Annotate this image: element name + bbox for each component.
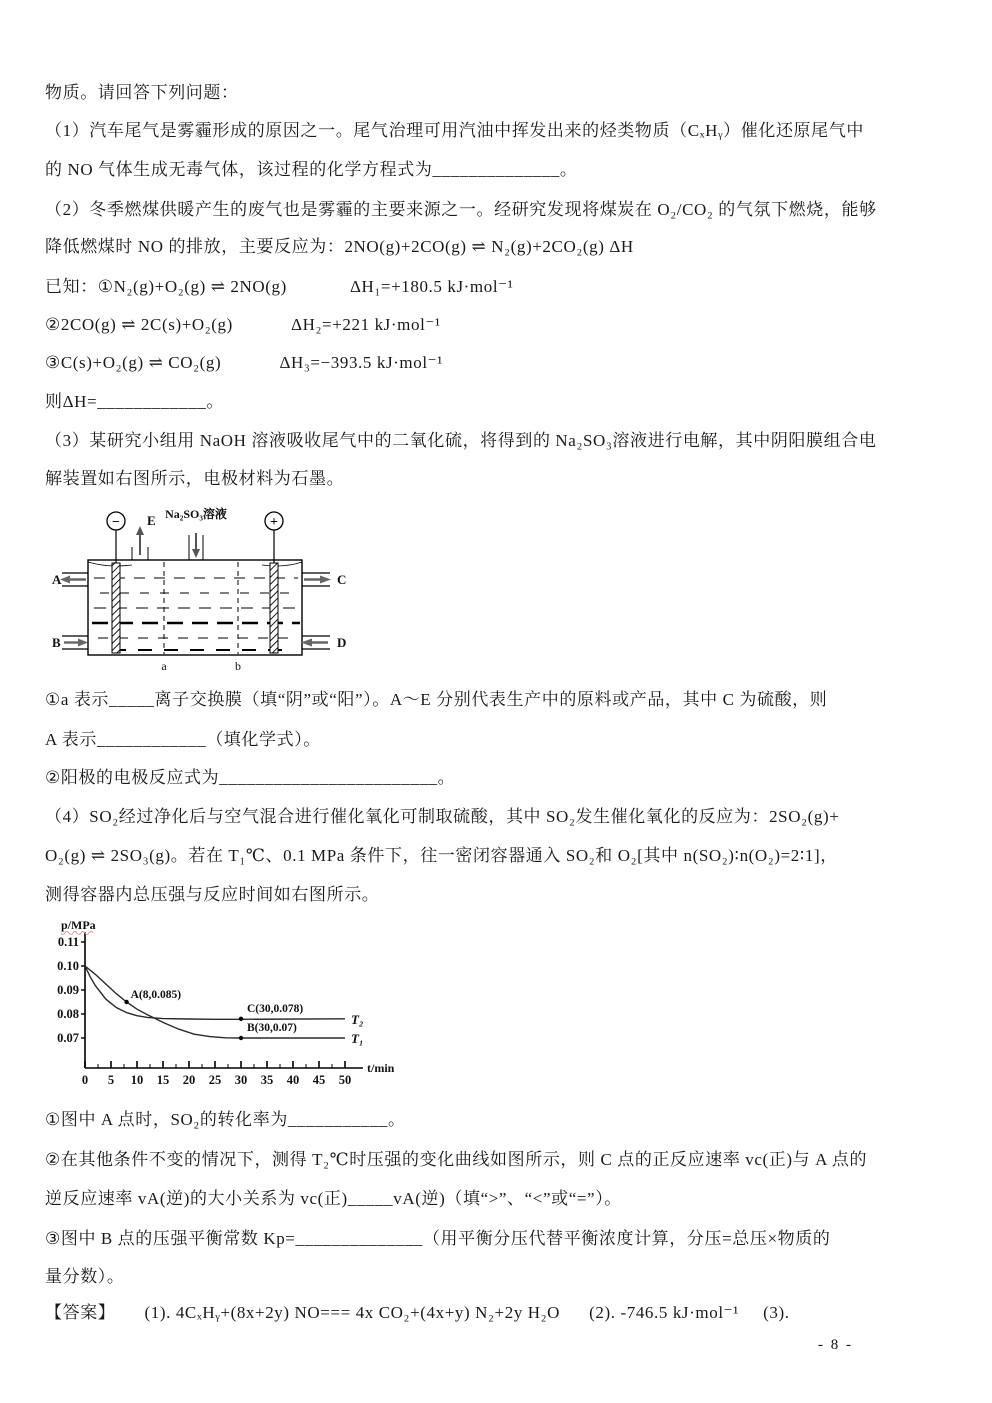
text-line-q4-sub1: ①图中 A 点时，SO₂的转化率为___________。	[45, 1110, 406, 1129]
pressure-time-chart	[45, 918, 405, 1101]
text-line-q4-sub3-1: ③图中 B 点的压强平衡常数 Kp=______________（用平衡分压代替平衡浓度计算，分压=总压×物质的	[45, 1229, 831, 1248]
svg-text:T₂: T₂	[351, 1011, 364, 1027]
svg-text:30: 30	[234, 1073, 248, 1087]
anode-electrode	[270, 563, 278, 653]
outlet-e-arrowhead-icon	[136, 526, 144, 535]
svg-text:0.10: 0.10	[57, 959, 79, 973]
svg-text:0.11: 0.11	[57, 935, 79, 949]
text-line-q4-1: （4）SO₂经过净化后与空气混合进行催化氧化可制取硫酸，其中 SO₂发生催化氧化的反应为：2SO₂(g)+	[45, 807, 840, 826]
svg-text:45: 45	[312, 1073, 326, 1087]
text-line-q4-sub2-1: ②在其他条件不变的情况下，测得 T₂℃时压强的变化曲线如图所示，则 C 点的正反应速率 vc(正)与 A 点的	[45, 1150, 868, 1169]
positive-sign: +	[270, 515, 278, 530]
text-line-q2-2: 降低燃煤时 NO 的排放，主要反应为：2NO(g)+2CO(g) ⇌ N₂(g)+2CO₂(g) ΔH	[45, 237, 634, 256]
electrolysis-diagram-svg	[52, 505, 352, 677]
text-line-answer: 【答案】 (1). 4CₓHᵧ+(8x+2y) NO=== 4x CO₂+(4x+y) N₂+2y H₂O (2). -746.5 kJ·mol⁻¹ (3).	[45, 1303, 790, 1322]
svg-text:5: 5	[107, 1073, 115, 1087]
text-line-known3: ③C(s)+O₂(g) ⇌ CO₂(g) ΔH₃=−393.5 kJ·mol⁻¹	[45, 353, 443, 372]
svg-text:20: 20	[182, 1073, 196, 1087]
page-number: - 8 -	[818, 1337, 853, 1353]
svg-text:p/MPa: p/MPa	[61, 918, 96, 932]
svg-text:B(30,0.07): B(30,0.07)	[247, 1022, 297, 1034]
text-line-known2: ②2CO(g) ⇌ 2C(s)+O₂(g) ΔH₂=+221 kJ·mol⁻¹	[45, 315, 441, 334]
membrane-b-label: b	[235, 659, 241, 673]
svg-text:40: 40	[286, 1073, 300, 1087]
text-line-q3-sub1-2: A 表示____________（填化学式）。	[45, 730, 321, 749]
svg-text:0.09: 0.09	[57, 983, 79, 997]
inlet-arrowhead-icon	[192, 549, 200, 558]
svg-text:0.07: 0.07	[57, 1031, 79, 1045]
liquid-dashes	[92, 578, 300, 650]
svg-text:50: 50	[338, 1073, 352, 1087]
negative-sign: −	[112, 515, 120, 530]
svg-text:0: 0	[81, 1073, 89, 1087]
text-line-q3-1: （3）某研究小组用 NaOH 溶液吸收尾气中的二氧化硫，将得到的 Na₂SO₃溶液进行电解，其中阴阳膜组合电	[45, 431, 877, 450]
text-line-q4-2: O₂(g) ⇌ 2SO₃(g)。若在 T₁℃、0.1 MPa 条件下，往一密闭容器通入 SO₂和 O₂[其中 n(SO₂)∶n(O₂)=2∶1]，	[45, 846, 838, 865]
svg-text:C(30,0.078): C(30,0.078)	[247, 1002, 304, 1015]
cathode-electrode	[112, 563, 120, 653]
svg-text:0.08: 0.08	[57, 1007, 79, 1021]
membrane-a-label: a	[161, 659, 167, 673]
port-d-label: D	[337, 635, 347, 650]
solution-label: Na₂SO₃溶液	[165, 507, 227, 521]
text-line-q4-sub2-2: 逆反应速率 vA(逆)的大小关系为 vc(正)_____vA(逆)（填“>”、“<”或“=”）。	[45, 1189, 622, 1208]
text-line-then-dh: 则ΔH=____________。	[45, 392, 224, 411]
text-line-q3-sub2: ②阳极的电极反应式为________________________。	[45, 768, 456, 787]
port-a-arrowhead-icon	[60, 576, 70, 584]
text-line-intro: 物质。请回答下列问题：	[45, 83, 239, 102]
text-line-q1-2: 的 NO 气体生成无毒气体，该过程的化学方程式为______________。	[45, 160, 578, 179]
svg-text:t/min: t/min	[367, 1061, 395, 1075]
electrolysis-diagram	[52, 505, 352, 682]
outlet-e-label: E	[147, 513, 156, 528]
text-line-q4-3: 测得容器内总压强与反应时间如右图所示。	[45, 885, 380, 904]
svg-text:10: 10	[130, 1073, 144, 1087]
port-b-arrowhead-icon	[78, 639, 88, 647]
port-a-label: A	[52, 572, 62, 587]
pressure-time-chart-svg	[45, 918, 405, 1096]
port-c-label: C	[337, 572, 347, 587]
svg-text:25: 25	[208, 1073, 222, 1087]
text-line-q3-sub1-1: ①a 表示_____离子交换膜（填“阴”或“阳”）。A～E 分别代表生产中的原料或产品，其中 C 为硫酸，则	[45, 690, 828, 709]
text-line-known1: 已知：①N₂(g)+O₂(g) ⇌ 2NO(g) ΔH₁=+180.5 kJ·mol⁻¹	[45, 277, 514, 296]
svg-text:15: 15	[156, 1073, 170, 1087]
port-b-label: B	[52, 635, 61, 650]
text-line-q3-2: 解装置如右图所示，电极材料为石墨。	[45, 469, 345, 488]
text-line-q1-1: （1）汽车尾气是雾霾形成的原因之一。尾气治理可用汽油中挥发出来的烃类物质（CₓHᵧ）催化还原尾气中	[45, 121, 864, 140]
port-c-arrowhead-icon	[320, 576, 331, 584]
svg-text:35: 35	[260, 1073, 274, 1087]
text-line-q4-sub3-2: 量分数）。	[45, 1267, 125, 1286]
svg-text:A(8,0.085): A(8,0.085)	[130, 989, 182, 1001]
svg-text:T₁: T₁	[351, 1031, 364, 1046]
text-line-q2-1: （2）冬季燃煤供暖产生的废气也是雾霾的主要来源之一。经研究发现将煤炭在 O₂/CO₂ 的气氛下燃烧，能够	[45, 200, 877, 219]
